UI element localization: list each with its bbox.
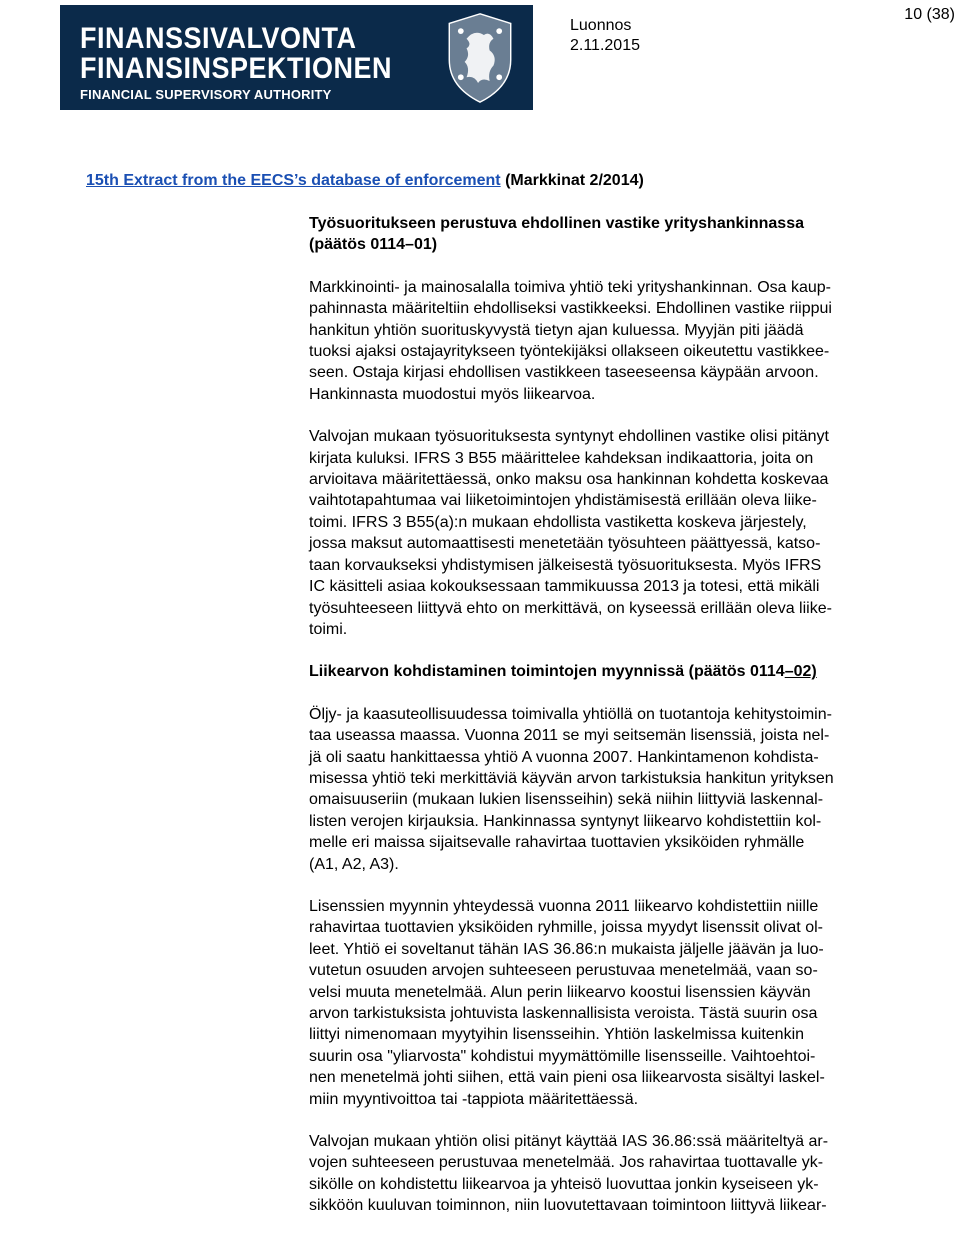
section2-heading (309, 661, 927, 682)
text-line: suurin osa "yliarvosta" kohdistui myymättömille lisensseille. Vaihtoehtoi- (309, 1047, 816, 1065)
text-line: jossa maksut automaattisesti menetetään työsuhteen päättyessä, katso- (309, 535, 821, 553)
section2-paragraph-1 (309, 704, 927, 875)
text-line: IC käsitteli asiaa kokouksessaan tammikuussa 2013 ja totesi, että mikäli (309, 578, 820, 596)
text-line: kirjata kuluksi. IFRS 3 B55 määrittelee kahdeksan indikaattoria, joita on (309, 449, 814, 467)
text-line: jä oli saatu hankittaessa yhtiö A vuonna 2007. Hankintamenon kohdista- (309, 748, 819, 766)
text-line: Markkinointi- ja mainosalalla toimiva yhtiö teki yrityshankinnan. Osa kaup- (309, 278, 831, 296)
text-line: nen menetelmä johti siihen, että vain pieni osa liikearvosta sisältyi laskel- (309, 1069, 825, 1087)
text-line: tuoksi ajaksi ostajayritykseen työntekijäksi ollakseen oikeutettu vastikkee- (309, 343, 830, 361)
text-line: Valvojan mukaan työsuorituksesta syntynyt ehdollinen vastike olisi pitänyt (309, 428, 829, 446)
draft-date: 2.11.2015 (570, 37, 640, 54)
section1-heading (309, 213, 927, 256)
text-line: hankitun yhtiön suorituskyvystä tietyn ajan kuluessa. Myyjän piti jäädä (309, 321, 804, 339)
logo-wordmark (80, 22, 392, 102)
draft-stamp (570, 16, 640, 56)
text-line: seen. Ostaja kirjasi ehdollisen vastikkeen taseeseensa käypään arvoon. (309, 364, 819, 382)
logo-line-2: FINANSINSPEKTIONEN (80, 52, 393, 85)
text-line: Öljy- ja kaasuteollisuudessa toimivalla yhtiöllä on tuotantoja kehitystoimin- (309, 705, 832, 723)
text-line: vaihtotapahtumaa vai liiketoimintojen yhdistämisestä erillään oleva liike- (309, 492, 817, 510)
text-line: liittyi nimenomaan myytyihin lisensseihin. Yhtiön laskelmissa kuitenkin (309, 1026, 805, 1044)
text-line: miin myyntivoittoa tai -tappiota määritettäessä. (309, 1090, 639, 1108)
text-line: (A1, A2, A3). (309, 855, 399, 873)
text-line: listen verojen kirjauksia. Hankinnassa syntynyt liikearvo kohdistettiin kol- (309, 812, 822, 830)
section2-paragraph-2 (309, 896, 927, 1110)
lion-crest-icon (432, 10, 528, 106)
logo-line-1: FINANSSIVALVONTA (80, 22, 357, 55)
draft-label: Luonnos (570, 17, 632, 34)
text-line: omaisuuseriin (mukaan lukien lisensseihin) sekä niihin liittyviä laskennal- (309, 791, 824, 809)
text-line: sikölle on kohdistettu liikearvoa ja yhteisö luovuttaa jonkin kyseiseen yk- (309, 1175, 819, 1193)
document-title (86, 172, 644, 190)
page-number: 10 (38) (904, 6, 955, 23)
authority-logo (60, 5, 533, 110)
text-line: taa useassa maassa. Vuonna 2011 se myi seitsemän lisenssiä, joista nel- (309, 727, 830, 745)
text-line: rahavirtaa tuottavien yksiköiden ryhmille, joissa myydyt lisenssit olivat ol- (309, 919, 823, 937)
text-line: Lisenssien myynnin yhteydessä vuonna 2011 liikearvo kohdistettiin niille (309, 897, 819, 915)
section2-heading-main: Liikearvon kohdistaminen toimintojen myynnissä (päätös 0114 (309, 663, 785, 681)
eecs-extract-link[interactable]: 15th Extract from the EECS’s database of enforcement (86, 172, 501, 189)
text-line: toimi. IFRS 3 B55(a):n mukaan ehdollista vastiketta koskeva järjestely, (309, 513, 807, 531)
section1-paragraph-1 (309, 277, 927, 405)
text-line: arvioitava määritettäessä, onko maksu osa hankinnan kohdetta koskevaa (309, 471, 829, 489)
document-body (309, 213, 927, 1217)
text-line: vojen suhteeseen perustuvaa menetelmää. Jos rahavirtaa tuottavalle yk- (309, 1154, 824, 1172)
text-line: taan korvaukseksi yhdistymisen jälkeisestä työsuorituksesta. Myös IFRS (309, 556, 822, 574)
text-line: vutetun osuuden arvojen suhteeseen perustuvaa menetelmää, vaan so- (309, 962, 818, 980)
text-line: velsi muuta menetelmää. Alun perin liikearvo koostui lisenssien käyvän (309, 983, 811, 1001)
section1-paragraph-2 (309, 426, 927, 640)
text-line: leet. Yhtiö ei soveltanut tähän IAS 36.86:n mukaista jäljelle jäävän ja luo- (309, 940, 824, 958)
text-line: toimi. (309, 620, 348, 638)
text-line: sikköön kuuluvan toiminnon, niin luovutettavaan toimintoon liittyvä liikear- (309, 1197, 827, 1215)
text-line: pahinnasta määriteltiin ehdolliseksi vastikkeeksi. Ehdollinen vastike riippui (309, 300, 832, 318)
text-line: Hankinnasta muodostui myös liikearvoa. (309, 385, 596, 403)
text-line: Valvojan mukaan yhtiön olisi pitänyt käyttää IAS 36.86:ssä määriteltyä ar- (309, 1133, 829, 1151)
section1-heading-line2: (päätös 0114–01) (309, 236, 438, 254)
text-line: työsuhteeseen liittyvä ehto on merkittävä, on kyseessä erillään oleva liike- (309, 599, 832, 617)
logo-line-3: FINANCIAL SUPERVISORY AUTHORITY (80, 87, 332, 102)
section2-heading-tail: –02) (784, 663, 817, 681)
text-line: misessa yhtiö teki merkittäviä käyvän arvon tarkistuksia hankitun yrityksen (309, 769, 834, 787)
text-line: melle eri maissa sijaitsevalle rahavirtaa tuottavien yksiköiden ryhmälle (309, 834, 805, 852)
text-line: arvon tarkistuksista johtuvista laskennallisista veroista. Tästä suurin osa (309, 1005, 818, 1022)
section2-paragraph-3 (309, 1131, 927, 1217)
title-suffix: (Markkinat 2/2014) (500, 172, 644, 189)
section1-heading-line1: Työsuoritukseen perustuva ehdollinen vastike yrityshankinnassa (309, 215, 804, 232)
